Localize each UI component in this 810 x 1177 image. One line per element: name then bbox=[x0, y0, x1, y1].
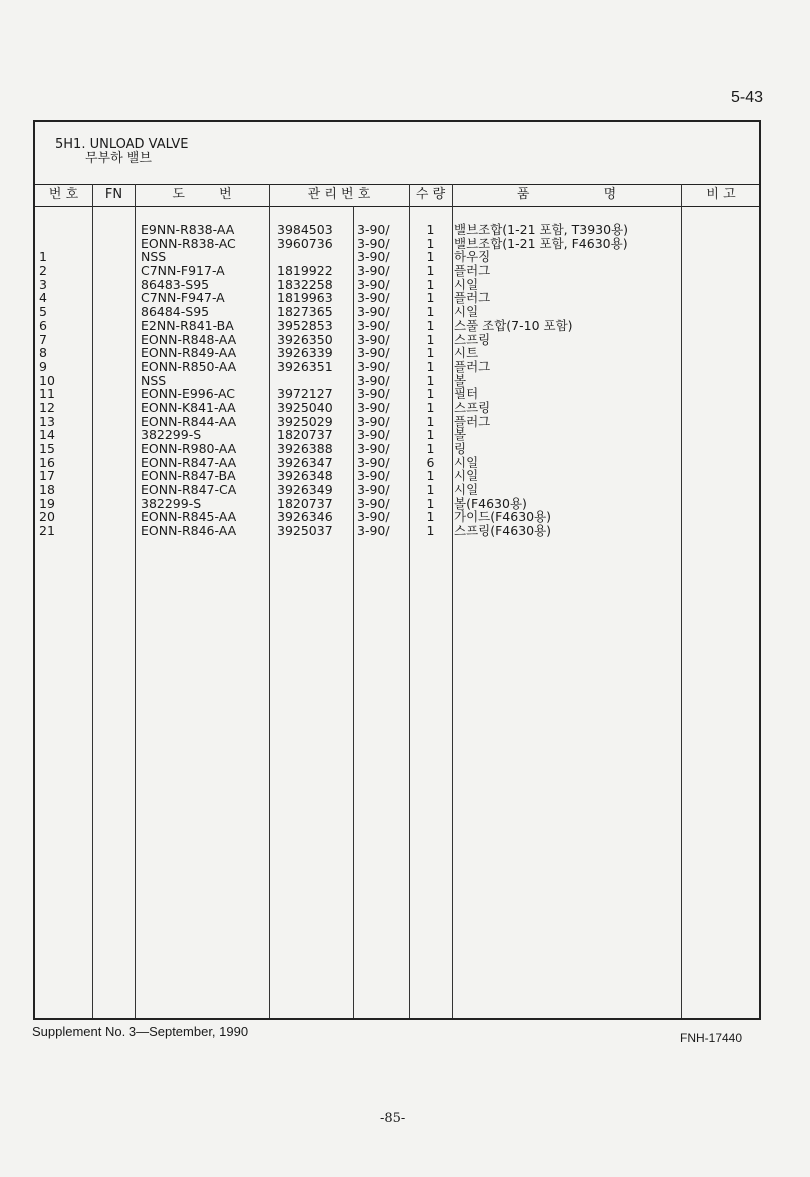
row-quantity: 1 bbox=[426, 372, 435, 388]
header-remarks: 비 고 bbox=[706, 187, 736, 202]
row-part-name: 볼(F4630용) bbox=[454, 495, 527, 511]
row-drawing-number: EONN-R847-CA bbox=[141, 482, 237, 498]
row-revision: 3-90/ bbox=[357, 454, 390, 470]
row-quantity: 1 bbox=[426, 263, 435, 279]
row-number: 8 bbox=[39, 345, 47, 361]
row-drawing-number: EONN-R847-BA bbox=[141, 468, 236, 484]
row-management-number: 3984503 bbox=[277, 222, 333, 237]
row-number: 4 bbox=[39, 290, 47, 306]
row-quantity: 1 bbox=[426, 495, 435, 511]
row-quantity: 1 bbox=[426, 358, 435, 374]
row-quantity: 1 bbox=[426, 290, 435, 306]
row-part-name: 시일 bbox=[454, 468, 479, 484]
row-quantity: 1 bbox=[426, 399, 435, 415]
row-drawing-number: 86484-S95 bbox=[141, 304, 210, 320]
row-number: 1 bbox=[39, 249, 47, 265]
header-drawing: 도 번 bbox=[172, 187, 232, 202]
row-management-number: 3926339 bbox=[277, 345, 333, 361]
column-code bbox=[277, 223, 351, 538]
row-part-name: 스프링 bbox=[454, 331, 491, 347]
row-quantity: 1 bbox=[426, 523, 435, 539]
row-revision: 3-90/ bbox=[357, 386, 390, 402]
row-part-name: 시일 bbox=[454, 276, 479, 292]
row-drawing-number: EONN-R844-AA bbox=[141, 413, 237, 429]
row-management-number: 3926349 bbox=[277, 482, 333, 498]
row-revision: 3-90/ bbox=[357, 509, 390, 525]
row-quantity: 1 bbox=[426, 249, 435, 265]
row-management-number: 3925037 bbox=[277, 523, 333, 539]
row-management-number: 1820737 bbox=[277, 427, 333, 443]
row-revision: 3-90/ bbox=[357, 317, 390, 333]
row-part-name: 필터 bbox=[454, 386, 479, 402]
row-number: 5 bbox=[39, 304, 47, 320]
row-quantity: 1 bbox=[426, 482, 435, 498]
row-management-number: 1832258 bbox=[277, 276, 333, 292]
row-management-number: 3960736 bbox=[277, 235, 333, 251]
row-management-number: 3972127 bbox=[277, 386, 333, 402]
row-part-name: 밸브조합(1-21 포함, F4630용) bbox=[454, 235, 628, 251]
row-revision: 3-90/ bbox=[357, 441, 390, 456]
section-title bbox=[55, 138, 189, 166]
row-part-name: 시일 bbox=[454, 482, 479, 498]
row-management-number: 3926348 bbox=[277, 468, 333, 484]
row-quantity: 1 bbox=[426, 304, 435, 320]
row-part-name: 플러그 bbox=[454, 413, 491, 429]
row-number bbox=[39, 223, 91, 237]
header-qty: 수 량 bbox=[415, 187, 446, 202]
row-number: 21 bbox=[39, 523, 55, 539]
row-drawing-number: EONN-R849-AA bbox=[141, 345, 237, 361]
header-bottom-rule bbox=[35, 206, 759, 207]
row-number: 19 bbox=[39, 495, 55, 511]
header-top-rule bbox=[35, 184, 759, 185]
row-part-name: 하우징 bbox=[454, 249, 491, 265]
row-drawing-number: 86483-S95 bbox=[141, 276, 210, 292]
row-part-name: 플러그 bbox=[454, 263, 491, 279]
section-title-ko: 무부하 밸브 bbox=[85, 151, 152, 166]
row-part-name: 가이드(F4630용) bbox=[454, 509, 552, 525]
row-number: 9 bbox=[39, 358, 47, 374]
row-revision: 3-90/ bbox=[357, 331, 390, 347]
row-drawing-number: EONN-R838-AC bbox=[141, 235, 236, 251]
row-management-number: 1819963 bbox=[277, 290, 333, 306]
row-revision: 3-90/ bbox=[357, 372, 390, 388]
row-revision: 3-90/ bbox=[357, 413, 390, 429]
row-revision: 3-90/ bbox=[357, 495, 390, 511]
row-part-name: 스풀 조합(7-10 포함) bbox=[454, 317, 573, 333]
header-part-name: 품 명 bbox=[516, 187, 617, 202]
row-quantity: 1 bbox=[426, 317, 435, 333]
col-divider bbox=[681, 184, 682, 1018]
row-drawing-number: C7NN-F917-A bbox=[141, 263, 225, 279]
supplement-note: Supplement No. 3—September, 1990 bbox=[32, 1024, 249, 1039]
row-number: 20 bbox=[39, 509, 55, 525]
row-drawing-number: EONN-K841-AA bbox=[141, 399, 236, 415]
column-qty bbox=[409, 223, 452, 538]
row-part-name: 링 bbox=[454, 441, 467, 456]
row-quantity: 1 bbox=[426, 441, 435, 456]
row-drawing-number: EONN-R845-AA bbox=[141, 509, 237, 525]
row-revision: 3-90/ bbox=[357, 290, 390, 306]
row-part-name: 플러그 bbox=[454, 290, 491, 306]
row-part-name: 시트 bbox=[454, 345, 479, 361]
row-drawing-number: EONN-R846-AA bbox=[141, 523, 237, 539]
row-number: 7 bbox=[39, 331, 47, 347]
column-drawing bbox=[141, 223, 267, 538]
row-part-name: 플러그 bbox=[454, 358, 491, 374]
row-part-name: 시일 bbox=[454, 454, 479, 470]
row-number: 14 bbox=[39, 427, 55, 443]
column-revision bbox=[357, 223, 407, 538]
row-management-number: 3926346 bbox=[277, 509, 333, 525]
header-no: 번 호 bbox=[48, 187, 79, 202]
row-management-number: 1820737 bbox=[277, 495, 333, 511]
row-drawing-number: 382299-S bbox=[141, 495, 202, 511]
col-divider bbox=[452, 184, 453, 1018]
row-quantity: 1 bbox=[426, 222, 435, 237]
row-management-number: 3952853 bbox=[277, 317, 333, 333]
section-title-en: 5H1. UNLOAD VALVE bbox=[55, 137, 189, 152]
row-drawing-number: EONN-E996-AC bbox=[141, 386, 236, 402]
row-revision: 3-90/ bbox=[357, 399, 390, 415]
row-number: 15 bbox=[39, 441, 55, 456]
row-quantity: 1 bbox=[426, 235, 435, 251]
row-quantity: 1 bbox=[426, 427, 435, 443]
row-quantity: 1 bbox=[426, 276, 435, 292]
row-number: 17 bbox=[39, 468, 55, 484]
row-management-number bbox=[277, 374, 351, 388]
row-part-name: 스프링(F4630용) bbox=[454, 523, 552, 539]
row-number: 18 bbox=[39, 482, 55, 498]
row-number: 3 bbox=[39, 276, 47, 292]
row-management-number: 3925029 bbox=[277, 413, 333, 429]
column-no bbox=[39, 223, 91, 538]
row-drawing-number: NSS bbox=[141, 372, 167, 388]
row-management-number: 1827365 bbox=[277, 304, 333, 320]
row-quantity: 1 bbox=[426, 331, 435, 347]
row-revision: 3-90/ bbox=[357, 523, 390, 539]
row-drawing-number: EONN-R848-AA bbox=[141, 331, 237, 347]
row-quantity: 1 bbox=[426, 345, 435, 361]
row-revision: 3-90/ bbox=[357, 304, 390, 320]
col-divider bbox=[135, 184, 136, 1018]
row-revision: 3-90/ bbox=[357, 263, 390, 279]
col-divider bbox=[269, 184, 270, 1018]
row-quantity: 1 bbox=[426, 386, 435, 402]
row-revision: 3-90/ bbox=[357, 249, 390, 265]
row-revision: 3-90/ bbox=[357, 345, 390, 361]
row-part-name: 밸브조합(1-21 포함, T3930용) bbox=[454, 222, 629, 237]
row-revision: 3-90/ bbox=[357, 222, 390, 237]
row-drawing-number: EONN-R850-AA bbox=[141, 358, 237, 374]
row-management-number: 3926347 bbox=[277, 454, 333, 470]
column-part-name bbox=[454, 223, 680, 538]
row-management-number: 3926351 bbox=[277, 358, 333, 374]
col-divider bbox=[92, 184, 93, 1018]
row-management-number: 3926388 bbox=[277, 441, 333, 456]
row-drawing-number: C7NN-F947-A bbox=[141, 290, 225, 306]
row-part-name: 볼 bbox=[454, 427, 467, 443]
row-quantity: 1 bbox=[426, 413, 435, 429]
row-drawing-number: NSS bbox=[141, 249, 167, 265]
row-drawing-number: EONN-R980-AA bbox=[141, 441, 237, 456]
row-number: 16 bbox=[39, 454, 55, 470]
row-drawing-number: 382299-S bbox=[141, 427, 202, 443]
row-management-number: 3925040 bbox=[277, 399, 333, 415]
header-fn: FN bbox=[104, 187, 123, 202]
row-part-name: 스프링 bbox=[454, 399, 491, 415]
row-number: 11 bbox=[39, 386, 55, 402]
row-part-name: 시일 bbox=[454, 304, 479, 320]
page-number: 5-43 bbox=[731, 89, 764, 106]
page-footer-number: -85- bbox=[380, 1111, 406, 1126]
row-revision: 3-90/ bbox=[357, 276, 390, 292]
row-drawing-number: E2NN-R841-BA bbox=[141, 317, 234, 333]
row-quantity: 6 bbox=[426, 454, 435, 470]
row-revision: 3-90/ bbox=[357, 427, 390, 443]
parts-table-frame bbox=[33, 120, 761, 1020]
row-revision: 3-90/ bbox=[357, 482, 390, 498]
row-revision: 3-90/ bbox=[357, 235, 390, 251]
row-number: 10 bbox=[39, 372, 55, 388]
row-management-number: 3926350 bbox=[277, 331, 333, 347]
row-drawing-number: E9NN-R838-AA bbox=[141, 222, 235, 237]
row-revision: 3-90/ bbox=[357, 358, 390, 374]
row-quantity: 1 bbox=[426, 509, 435, 525]
row-number bbox=[39, 237, 91, 251]
row-number: 6 bbox=[39, 317, 47, 333]
row-number: 13 bbox=[39, 413, 55, 429]
header-mgmt: 관 리 번 호 bbox=[307, 187, 371, 202]
row-number: 2 bbox=[39, 263, 47, 279]
row-number: 12 bbox=[39, 399, 55, 415]
col-divider bbox=[353, 206, 354, 1018]
row-drawing-number: EONN-R847-AA bbox=[141, 454, 237, 470]
row-revision: 3-90/ bbox=[357, 468, 390, 484]
row-management-number: 1819922 bbox=[277, 263, 333, 279]
row-management-number bbox=[277, 250, 351, 264]
row-quantity: 1 bbox=[426, 468, 435, 484]
document-code: FNH-17440 bbox=[680, 1031, 743, 1045]
row-part-name: 볼 bbox=[454, 372, 467, 388]
